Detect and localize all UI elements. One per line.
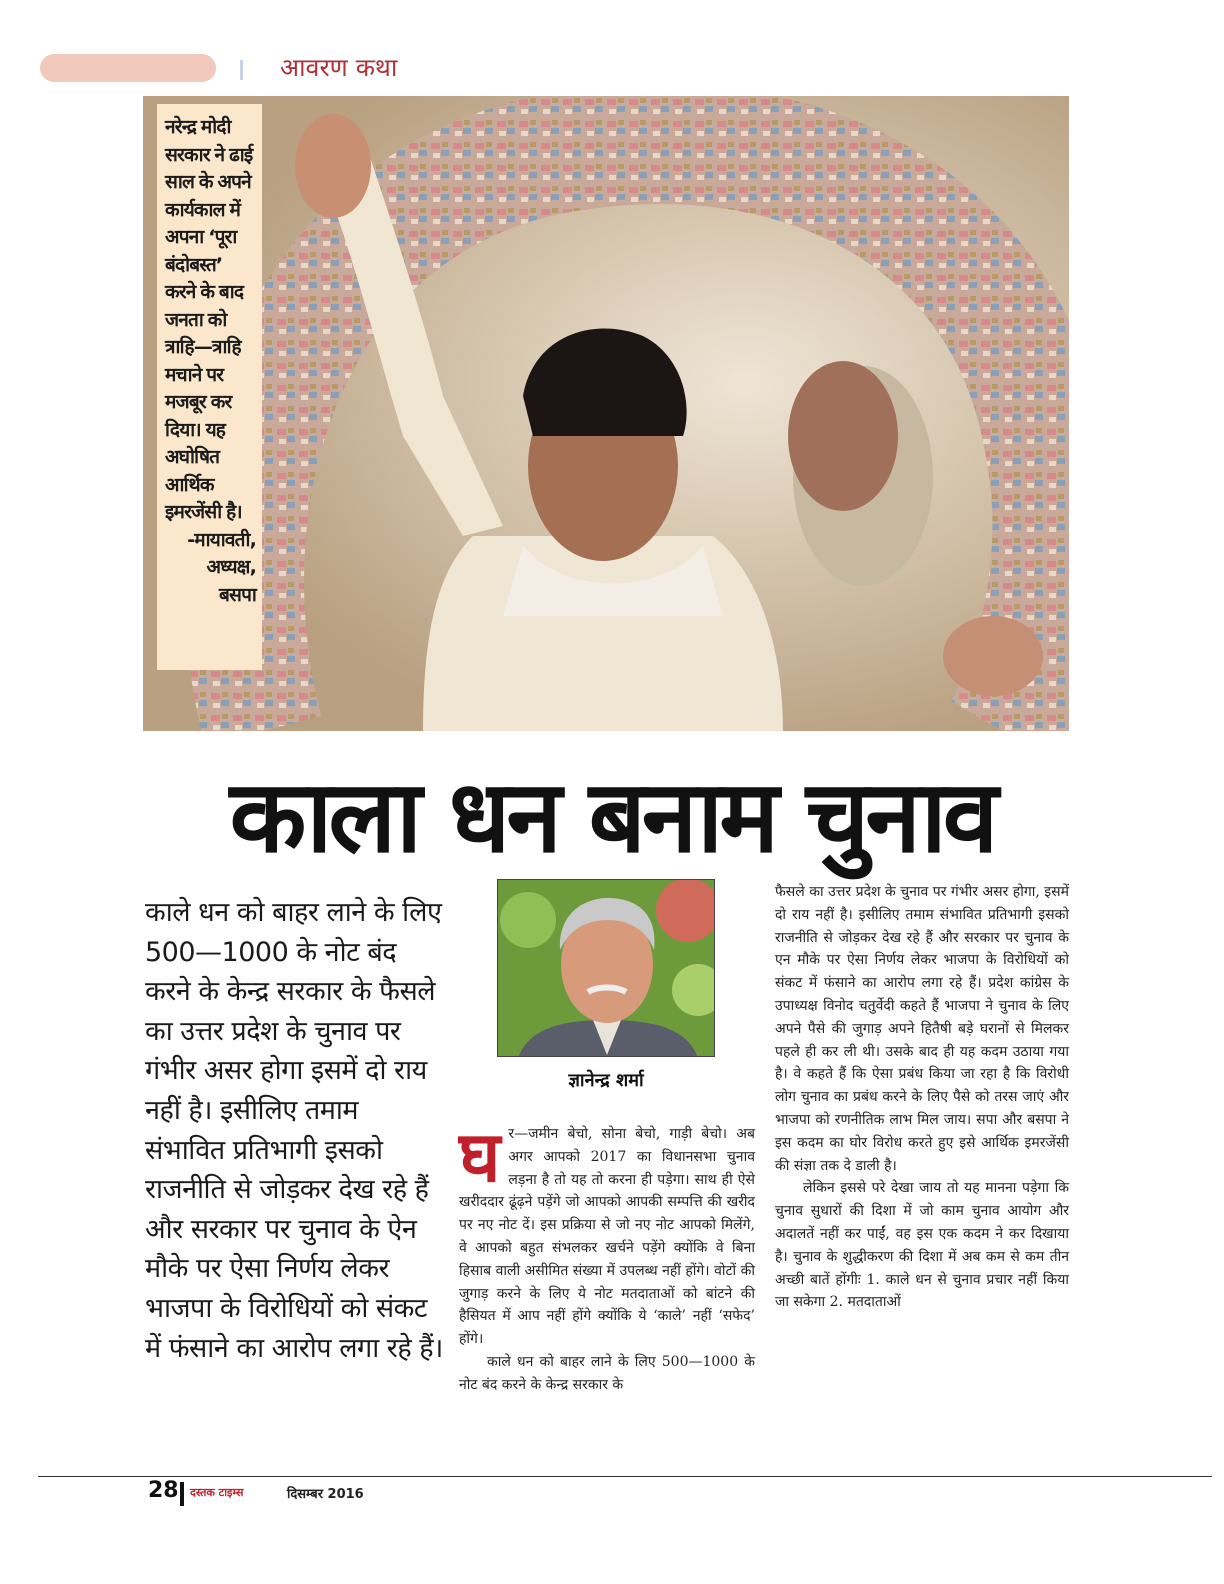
- intro-standfirst: काले धन को बाहर लाने के लिए 500—1000 के नोट बंद करने के केन्द्र सरकार के फैसले का उत्तर प्रदेश के चुनाव पर गंभीर असर होगा इसमें दो राय नहीं है। इसीलिए तमाम संभावित प्रतिभागी इसको राजनीति से जोड़कर देख रहे हैं और सरकार पर चुनाव के ऐन मौके पर ऐसा निर्णय लेकर भाजपा के विरोधियों को संकट में फंसाने का आरोप लगा रहे हैं।: [145, 897, 443, 1364]
- article-paragraph-text: र—जमीन बेचो, सोना बेचो, गाड़ी बेचो। अब अगर आपको 2017 का विधानसभा चुनाव लड़ना है तो यह तो करना ही पड़ेगा। साथ ही ऐसे खरीददार ढूंढ़ने पड़ेंगे जो आपको आपकी सम्पत्ति की खरीद पर नए नोट दें। इस प्रक्रिया से जो नए नोट आपको मिलेंगे, वे आपको बहुत संभलकर खर्चने पड़ेंगे क्योंकि वे बिना हिसाब वाली असीमित संख्या में उपलब्ध नहीं होंगे। वोटों की जुगाड़ करने के लिए ये नोट मतदाताओं को बांटने की हैसियत में आप नहीं होंगे क्योंकि ये ‘काले’ नहीं ‘सफेद’ होंगे।: [459, 1126, 755, 1348]
- author-photo: [497, 879, 715, 1057]
- article-paragraph: लेकिन इससे परे देखा जाय तो यह मानना पड़ेगा कि चुनाव सुधारों की दिशा में जो काम चुनाव आयोग और अदालतें नहीं कर पाईं, वह इस एक कदम ने कर दिखाया है। चुनाव के शुद्धीकरण की दिशा में अब कम से कम तीन अच्छी बातें होंगीः 1. काले धन से चुनाव प्रचार नहीं किया जा सकेगा 2. मतदाताओं: [775, 1180, 1069, 1311]
- article-paragraph: काले धन को बाहर लाने के लिए 500—1000 के नोट बंद करने के केन्द्र सरकार के: [459, 1353, 755, 1393]
- cover-photo: [143, 96, 1069, 731]
- pull-quote-text: नरेन्द्र मोदी सरकार ने ढाई साल के अपने कार्यकाल में अपना ‘पूरा बंदोबस्त’ करने के बाद जनता को त्राहि—त्राहि मचाने पर मजबूर कर दिया। यह अघोषित आर्थिक इमरजेंसी है।: [165, 116, 253, 523]
- article-paragraph: [459, 1116, 755, 1351]
- article-paragraph: फैसले का उत्तर प्रदेश के चुनाव पर गंभीर असर होगा, इसमें दो राय नहीं है। इसीलिए तमाम संभावित प्रतिभागी इसको राजनीति से जोड़कर देख रहे हैं और सरकार पर चुनाव के एन मौके पर ऐसा निर्णय लेकर भाजपा के विरोधियों को संकट में फंसाने का आरोप लगा रहे हैं। प्रदेश कांग्रेस के उपाध्यक्ष विनोद चतुर्वेदी कहते हैं भाजपा ने चुनाव के लिए अपने पैसे की जुगाड़ अपने हितैषी बड़े घरानों से मिलकर पहले ही कर ली थी। उसके बाद ही यह कदम उठाया गया है। वे कहते हैं कि ऐसा प्रबंध किया जा रहा है कि विरोधी लोग चुनाव का प्रबंध करने के लिए पैसे को तरस जाएं और भाजपा को रणनीतिक लाभ मिल जाय। सपा और बसपा ने इस कदम का घोर विरोध करते हुए इसे आर्थिक इमरजेंसी की संज्ञा तक दे डाली है।: [775, 884, 1069, 1174]
- page-number: 28: [148, 1478, 179, 1503]
- footer-rule: [38, 1476, 1212, 1477]
- section-pill-decoration: [40, 54, 216, 82]
- issue-date: दिसम्बर 2016: [287, 1487, 364, 1502]
- article-column-2: [459, 1116, 755, 1397]
- author-portrait-illustration: [498, 880, 715, 1057]
- footer-divider: [180, 1482, 184, 1506]
- cover-photo-illustration: [143, 96, 1069, 731]
- headline: काला धन बनाम चुनाव: [229, 758, 995, 875]
- article-column-3: [775, 881, 1069, 1314]
- section-divider: [240, 60, 243, 80]
- pull-quote: [157, 104, 262, 670]
- magazine-logo: दस्तक टाइम्स: [190, 1486, 244, 1499]
- author-name: ज्ञानेन्द्र शर्मा: [568, 1070, 644, 1091]
- section-label: आवरण कथा: [280, 53, 398, 82]
- drop-cap: घ: [459, 1116, 501, 1198]
- pull-quote-attribution: -मायावती, अध्यक्ष, बसपा: [187, 528, 256, 606]
